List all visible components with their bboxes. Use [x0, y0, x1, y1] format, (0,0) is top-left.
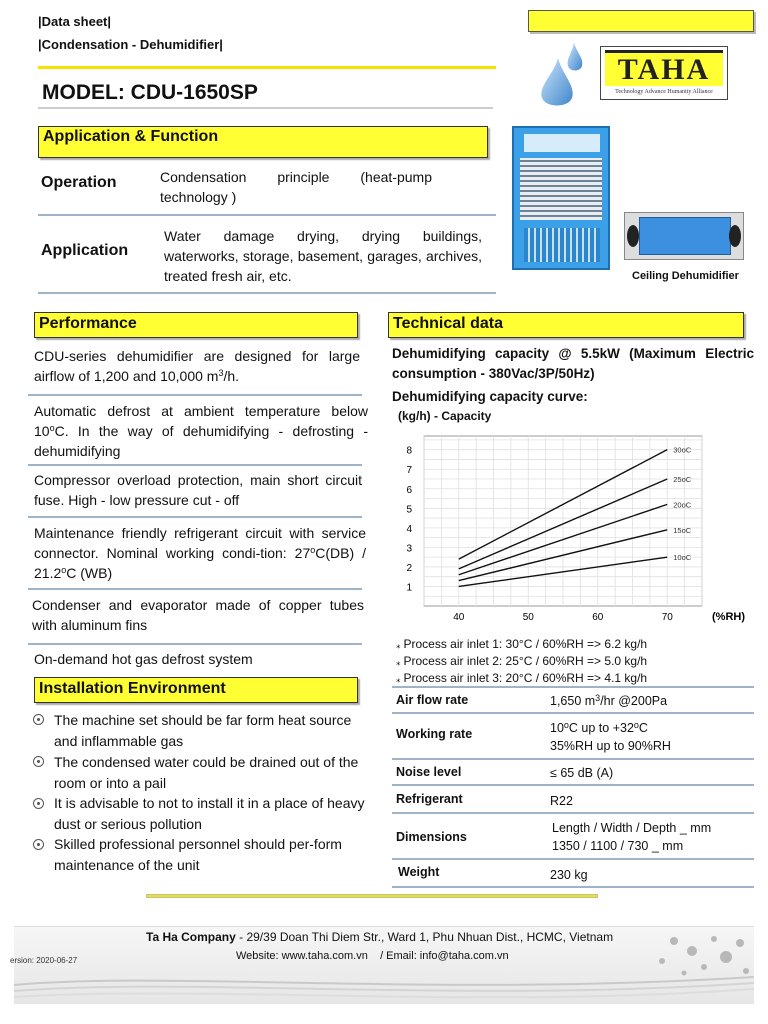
chart-y-tick-label: 7: [406, 465, 412, 477]
doc-subtype-label: |Condensation - Dehumidifier|: [38, 37, 223, 52]
performance-divider-4: [28, 588, 362, 590]
performance-item-condenser: Condenser and evaporator made of copper tubes with aluminum fins: [32, 597, 364, 633]
gear-bullet-icon: [33, 714, 44, 725]
performance-item-airflow: CDU-series dehumidifier are designed for large airflow of 1,200 and 10,000 $m^3/h$.: [34, 348, 360, 384]
footer-address: Ta Ha Company - 29/39 Doan Thi Diem Str., Ward 1, Phu Nhuan Dist., HCMC, Vietnam: [146, 930, 614, 944]
installation-item-2: The condensed water could be drained out of the room or into a pail: [54, 754, 359, 791]
chart-y-tick-label: 2: [406, 562, 412, 574]
model-underline: [38, 107, 493, 109]
application-label: Application: [41, 242, 129, 259]
standing-unit-image: [512, 126, 610, 270]
application-text: Water damage drying, drying buildings, waterworks, storage, basement, garages, archives, treated fresh air, etc.: [164, 228, 482, 284]
spec-row-refrigerant: Refrigerant R22: [392, 786, 754, 814]
installation-item-4: Skilled professional personnel should per-form maintenance of the unit: [54, 836, 342, 873]
performance-item-defrost: Automatic defrost at ambient temperature below 10$^o$C. In the way of dehumidifying - defrosting - dehumidifying: [34, 403, 368, 459]
installation-item-3: It is advisable to not to install it in a place of heavy dust or serious pollution: [54, 795, 365, 832]
operation-text: Condensation principle (heat-pump technology ): [160, 169, 432, 205]
chart-series-label: 20oC: [673, 500, 692, 510]
gear-bullet-icon: [33, 839, 44, 850]
chart-ylabel: (kg/h) - Capacity: [398, 409, 492, 423]
taha-logo: [600, 46, 728, 100]
chart-y-tick-label: 4: [406, 523, 412, 535]
chart-y-tick-label: 3: [406, 543, 412, 555]
gear-bullet-icon: [33, 798, 44, 809]
process-air-note-2: ⁎ Process air inlet 2: 25°C / 60%RH => 5.0 kg/h: [396, 654, 648, 668]
operation-divider: [38, 214, 496, 216]
spec-row-airflow: Air flow rate 1,650 $m^3/hr$ @200Pa: [392, 688, 754, 714]
chart-x-tick-label: 40: [453, 612, 465, 623]
installation-item-1: The machine set should be far form heat source and inflammable gas: [54, 712, 352, 749]
installation-title: Installation Environment: [34, 677, 358, 703]
spec-row-dimensions: Dimensions Length / Width / Depth _ mm 1350 / 1100 / 730 _ mm: [392, 814, 754, 860]
performance-item-defrost-system: On-demand hot gas defrost system: [34, 651, 253, 667]
chart-y-tick-label: 1: [406, 582, 412, 594]
curve-title: Dehumidifying capacity curve:: [392, 389, 588, 404]
chart-y-tick-label: 6: [406, 484, 412, 496]
chart-series-label: 15oC: [673, 525, 692, 535]
top-yellow-bar: [528, 10, 754, 32]
doc-type-label: |Data sheet|: [38, 14, 112, 29]
ceiling-unit-image: [624, 212, 744, 260]
water-drop-icon: [536, 40, 596, 112]
ceiling-caption: Ceiling Dehumidifier: [632, 270, 739, 282]
process-air-note-3: ⁎ Process air inlet 3: 20°C / 60%RH => 4.1 kg/h: [396, 671, 648, 685]
application-function-title: Application & Function: [38, 126, 488, 158]
chart-x-axis-label: (%RH): [712, 611, 745, 623]
footer-version: ersion: 2020-06-27: [10, 956, 78, 965]
performance-divider-5: [28, 643, 362, 645]
performance-divider-3: [28, 516, 362, 518]
logo-text: TAHA: [617, 53, 711, 86]
gear-bullet-icon: [33, 756, 44, 767]
spec-row-working-rate: Working rate 10$^o$C up to $+32^oC$ 35%RH up to 90%RH: [392, 714, 754, 760]
performance-divider-1: [28, 394, 362, 396]
spec-row-weight: Weight 230 kg: [392, 860, 754, 888]
bottom-divider: [146, 894, 598, 898]
chart-y-tick-label: 8: [406, 445, 412, 457]
performance-title: Performance: [34, 312, 358, 338]
process-air-notes: [396, 636, 647, 687]
capacity-chart: [392, 426, 768, 630]
performance-item-maintenance: Maintenance friendly refrigerant circuit with service connector. Nominal working condi-tion: 27$^o$C(DB) / 21.2$^o$C (WB): [34, 525, 366, 581]
chart-series-label: 30oC: [673, 445, 692, 455]
logo-tagline: Technology Advance Humanity Alliance: [615, 89, 713, 95]
header-divider: [38, 66, 496, 69]
spec-row-noise: Noise level ≤ 65 dB (A): [392, 760, 754, 786]
chart-y-tick-label: 5: [406, 504, 412, 516]
operation-label: Operation: [41, 174, 117, 191]
performance-item-protection: Compressor overload protection, main short circuit fuse. High - low pressure cut - off: [34, 472, 362, 508]
chart-x-tick-label: 70: [661, 612, 673, 623]
application-divider: [38, 292, 496, 294]
model-title: MODEL: CDU-1650SP: [42, 81, 258, 104]
process-air-note-1: ⁎ Process air inlet 1: 30°C / 60%RH => 6.2 kg/h: [396, 637, 648, 651]
chart-series-label: 25oC: [673, 474, 692, 484]
chart-x-tick-label: 50: [522, 612, 534, 623]
capacity-description: Dehumidifying capacity @ 5.5kW (Maximum Electric consumption - 380Vac/3P/50Hz): [392, 346, 754, 381]
chart-x-tick-label: 60: [592, 612, 604, 623]
footer-contact: Website: www.taha.com.vn / Email: info@taha.com.vn: [236, 950, 509, 962]
technical-title: Technical data: [388, 312, 744, 338]
chart-series-label: 10oC: [673, 553, 692, 563]
performance-divider-2: [28, 464, 362, 466]
